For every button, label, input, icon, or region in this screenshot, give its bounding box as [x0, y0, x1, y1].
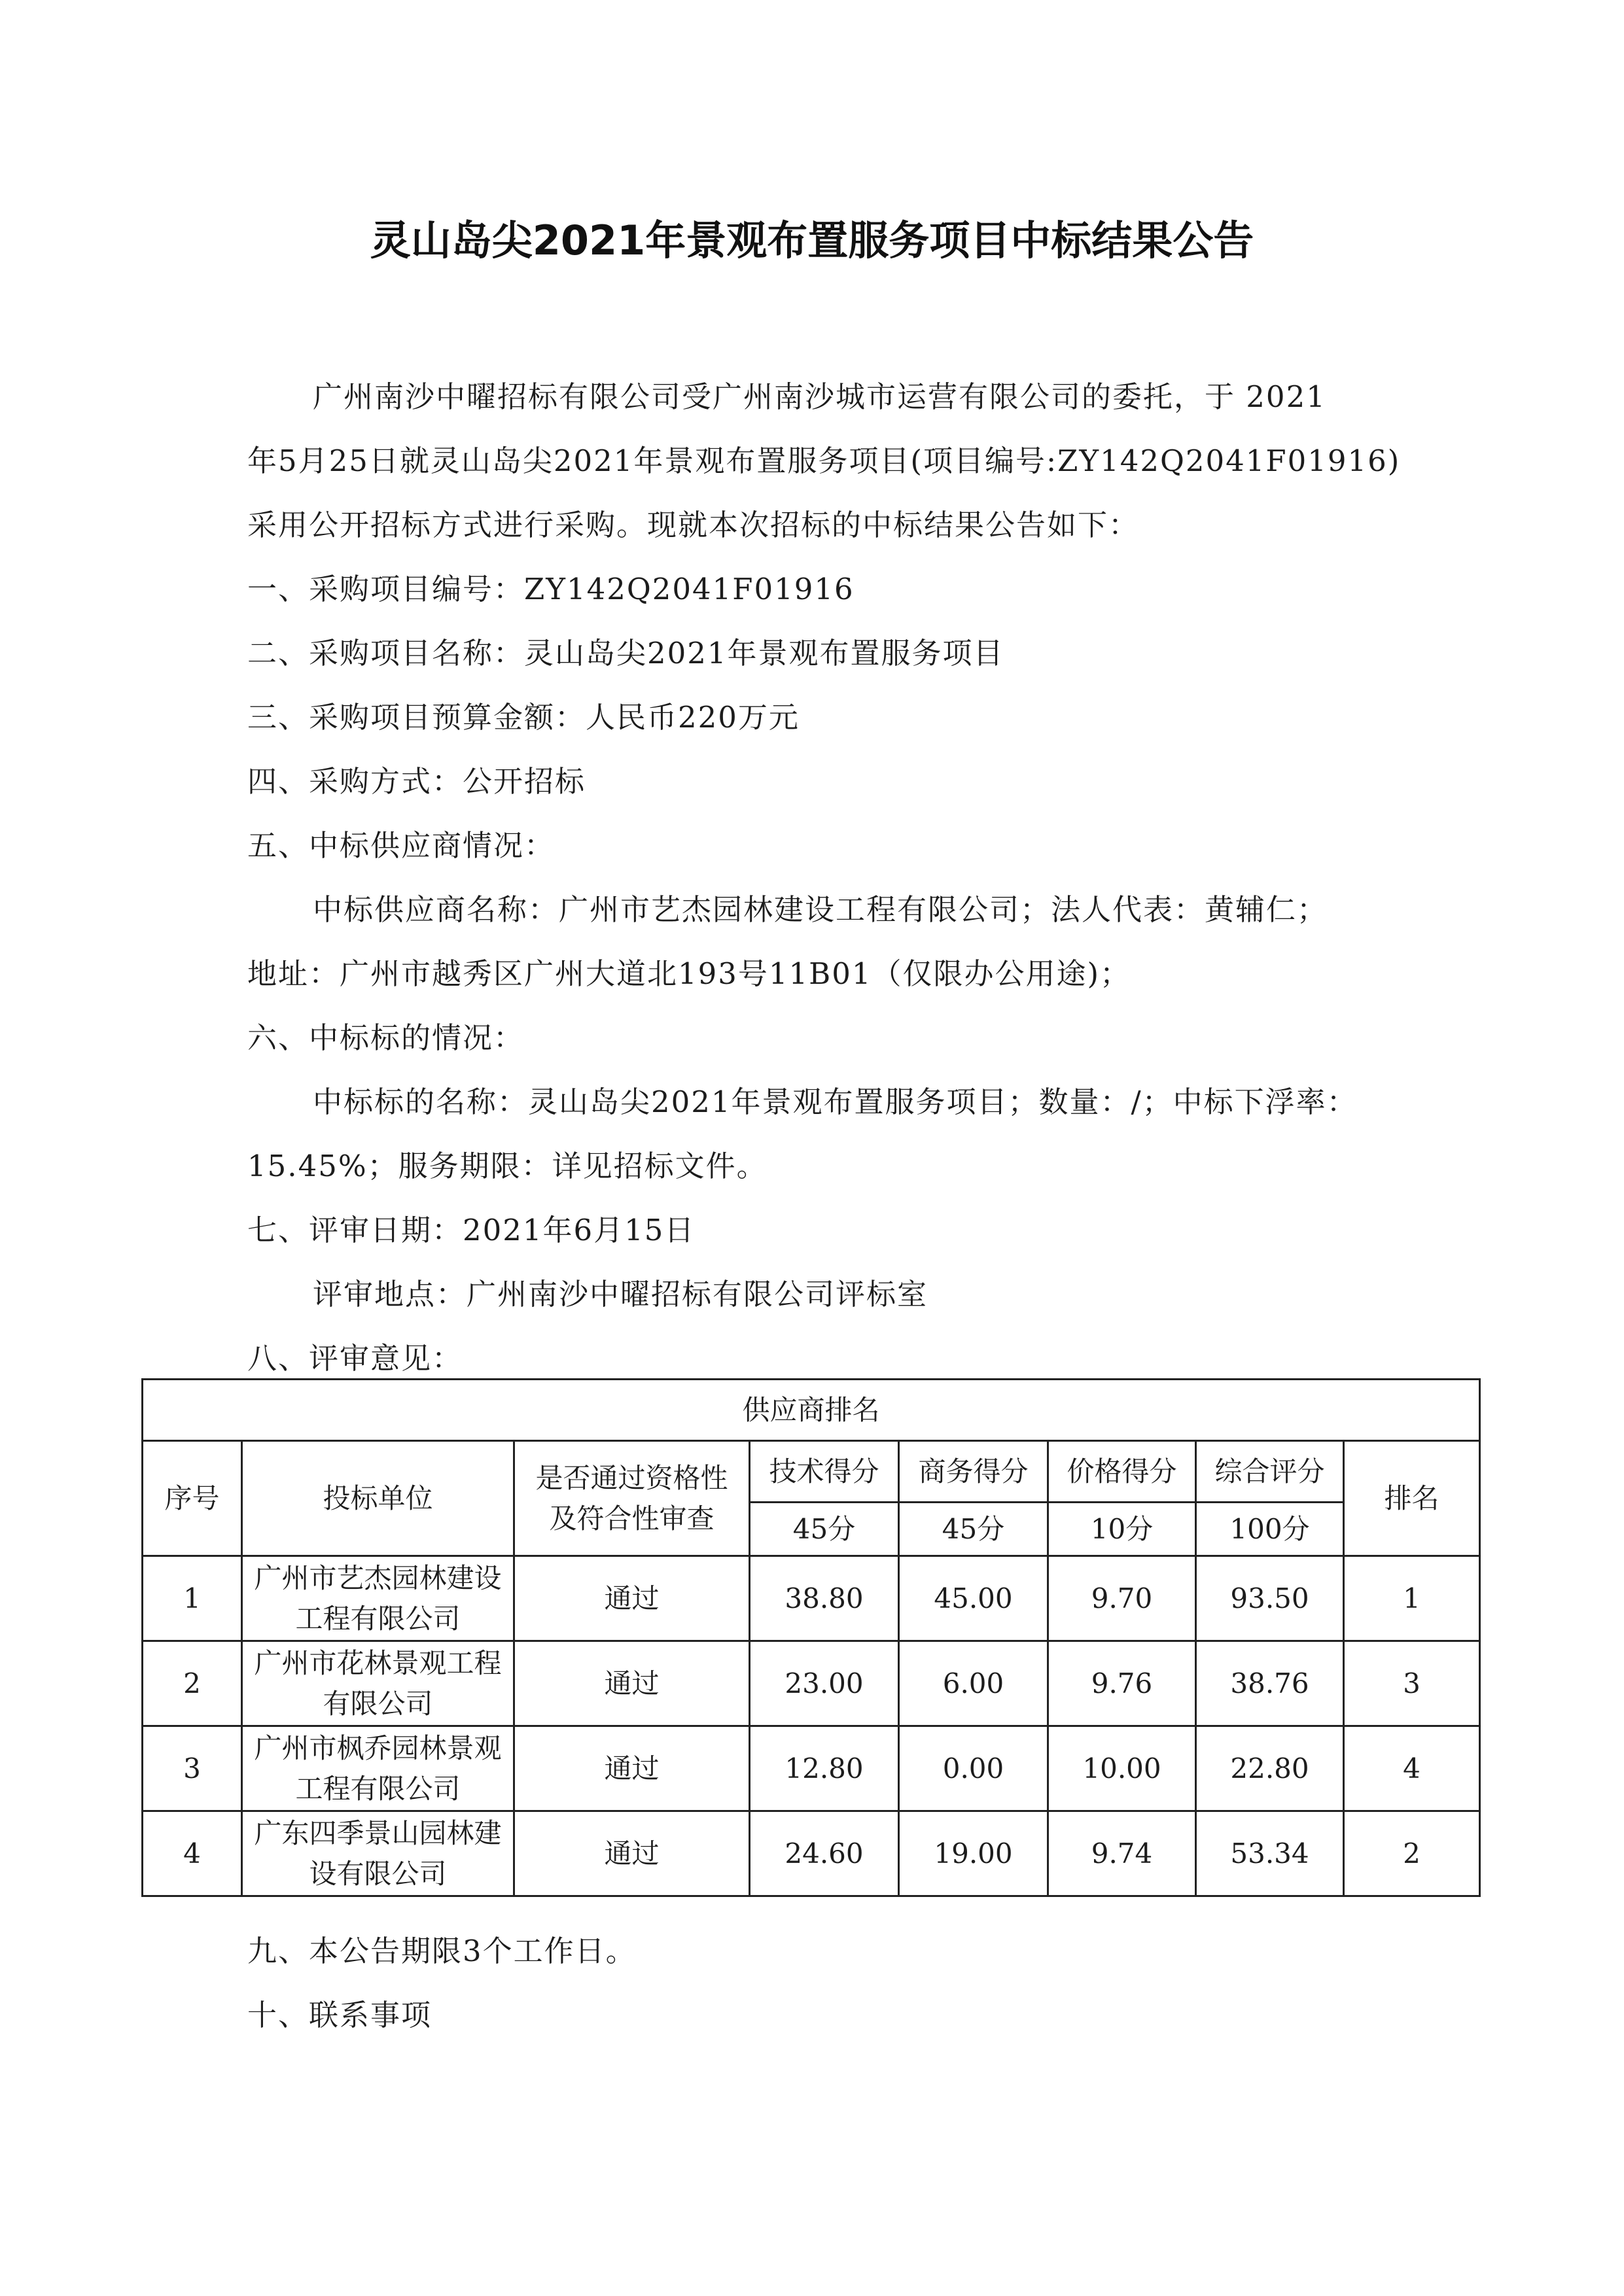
cell-total: 22.80 — [1196, 1726, 1344, 1811]
cell-no: 2 — [143, 1641, 242, 1726]
table-row — [143, 1811, 1480, 1896]
cell-biz: 6.00 — [899, 1641, 1048, 1726]
section-2: 二、采购项目名称：灵山岛尖2021年景观布置服务项目 — [247, 636, 1004, 670]
cell-biz: 19.00 — [899, 1811, 1048, 1896]
intro-line-3: 采用公开招标方式进行采购。现就本次招标的中标结果公告如下： — [247, 508, 1140, 542]
cell-bidder: 广州市花林景观工程有限公司 — [242, 1641, 514, 1726]
header-price: 价格得分 — [1048, 1441, 1196, 1503]
cell-tech: 24.60 — [750, 1811, 899, 1896]
table-row — [143, 1556, 1480, 1641]
cell-qualified: 通过 — [514, 1811, 750, 1896]
intro-line-1: 广州南沙中曜招标有限公司受广州南沙城市运营有限公司的委托，于 2021 — [313, 379, 1326, 414]
cell-rank: 3 — [1344, 1641, 1480, 1726]
cell-rank: 4 — [1344, 1726, 1480, 1811]
header-qualified: 是否通过资格性及符合性审查 — [514, 1441, 750, 1556]
review-location: 评审地点：广州南沙中曜招标有限公司评标室 — [313, 1277, 928, 1312]
cell-qualified: 通过 — [514, 1726, 750, 1811]
section-8: 八、评审意见： — [247, 1341, 463, 1376]
subheader-price: 10分 — [1048, 1503, 1196, 1556]
cell-price: 10.00 — [1048, 1726, 1196, 1811]
section-6: 六、中标标的情况： — [247, 1020, 525, 1055]
cell-bidder: 广东四季景山园林建设有限公司 — [242, 1811, 514, 1896]
section-7: 七、评审日期：2021年6月15日 — [247, 1213, 696, 1247]
cell-qualified: 通过 — [514, 1641, 750, 1726]
cell-total: 38.76 — [1196, 1641, 1344, 1726]
cell-price: 9.74 — [1048, 1811, 1196, 1896]
cell-tech: 12.80 — [750, 1726, 899, 1811]
header-bidder: 投标单位 — [242, 1441, 514, 1556]
cell-no: 1 — [143, 1556, 242, 1641]
cell-bidder: 广州市枫乔园林景观工程有限公司 — [242, 1726, 514, 1811]
cell-no: 3 — [143, 1726, 242, 1811]
cell-price: 9.76 — [1048, 1641, 1196, 1726]
section-3: 三、采购项目预算金额：人民币220万元 — [247, 700, 800, 735]
ranking-table — [141, 1378, 1481, 1897]
supplier-name-line: 中标供应商名称：广州市艺杰园林建设工程有限公司；法人代表：黄辅仁； — [313, 892, 1328, 927]
section-9: 九、本公告期限3个工作日。 — [247, 1934, 637, 1968]
header-rank: 排名 — [1344, 1441, 1480, 1556]
header-biz: 商务得分 — [899, 1441, 1048, 1503]
cell-price: 9.70 — [1048, 1556, 1196, 1641]
header-no: 序号 — [143, 1441, 242, 1556]
table-header-row — [143, 1441, 1480, 1503]
cell-rank: 2 — [1344, 1811, 1480, 1896]
subheader-total: 100分 — [1196, 1503, 1344, 1556]
subheader-biz: 45分 — [899, 1503, 1048, 1556]
table-row — [143, 1726, 1480, 1811]
subject-line-2: 15.45%；服务期限：详见招标文件。 — [247, 1149, 768, 1183]
cell-total: 93.50 — [1196, 1556, 1344, 1641]
cell-bidder: 广州市艺杰园林建设工程有限公司 — [242, 1556, 514, 1641]
subheader-tech: 45分 — [750, 1503, 899, 1556]
header-tech: 技术得分 — [750, 1441, 899, 1503]
intro-line-2: 年5月25日就灵山岛尖2021年景观布置服务项目(项目编号:ZY142Q2041F01916) — [247, 444, 1401, 478]
table-caption-row — [143, 1380, 1480, 1441]
section-1: 一、采购项目编号：ZY142Q2041F01916 — [247, 572, 855, 606]
section-5: 五、中标供应商情况： — [247, 828, 556, 863]
cell-rank: 1 — [1344, 1556, 1480, 1641]
section-10: 十、联系事项 — [247, 1998, 432, 2032]
supplier-address-line: 地址：广州市越秀区广州大道北193号11B01（仅限办公用途)； — [247, 956, 1131, 991]
cell-total: 53.34 — [1196, 1811, 1344, 1896]
cell-tech: 38.80 — [750, 1556, 899, 1641]
table-row — [143, 1641, 1480, 1726]
cell-qualified: 通过 — [514, 1556, 750, 1641]
subject-line-1: 中标标的名称：灵山岛尖2021年景观布置服务项目；数量：/；中标下浮率： — [313, 1085, 1358, 1119]
cell-biz: 45.00 — [899, 1556, 1048, 1641]
table-caption: 供应商排名 — [143, 1380, 1480, 1441]
section-4: 四、采购方式：公开招标 — [247, 764, 586, 799]
cell-biz: 0.00 — [899, 1726, 1048, 1811]
page-title: 灵山岛尖2021年景观布置服务项目中标结果公告 — [370, 217, 1254, 264]
cell-no: 4 — [143, 1811, 242, 1896]
header-total: 综合评分 — [1196, 1441, 1344, 1503]
cell-tech: 23.00 — [750, 1641, 899, 1726]
